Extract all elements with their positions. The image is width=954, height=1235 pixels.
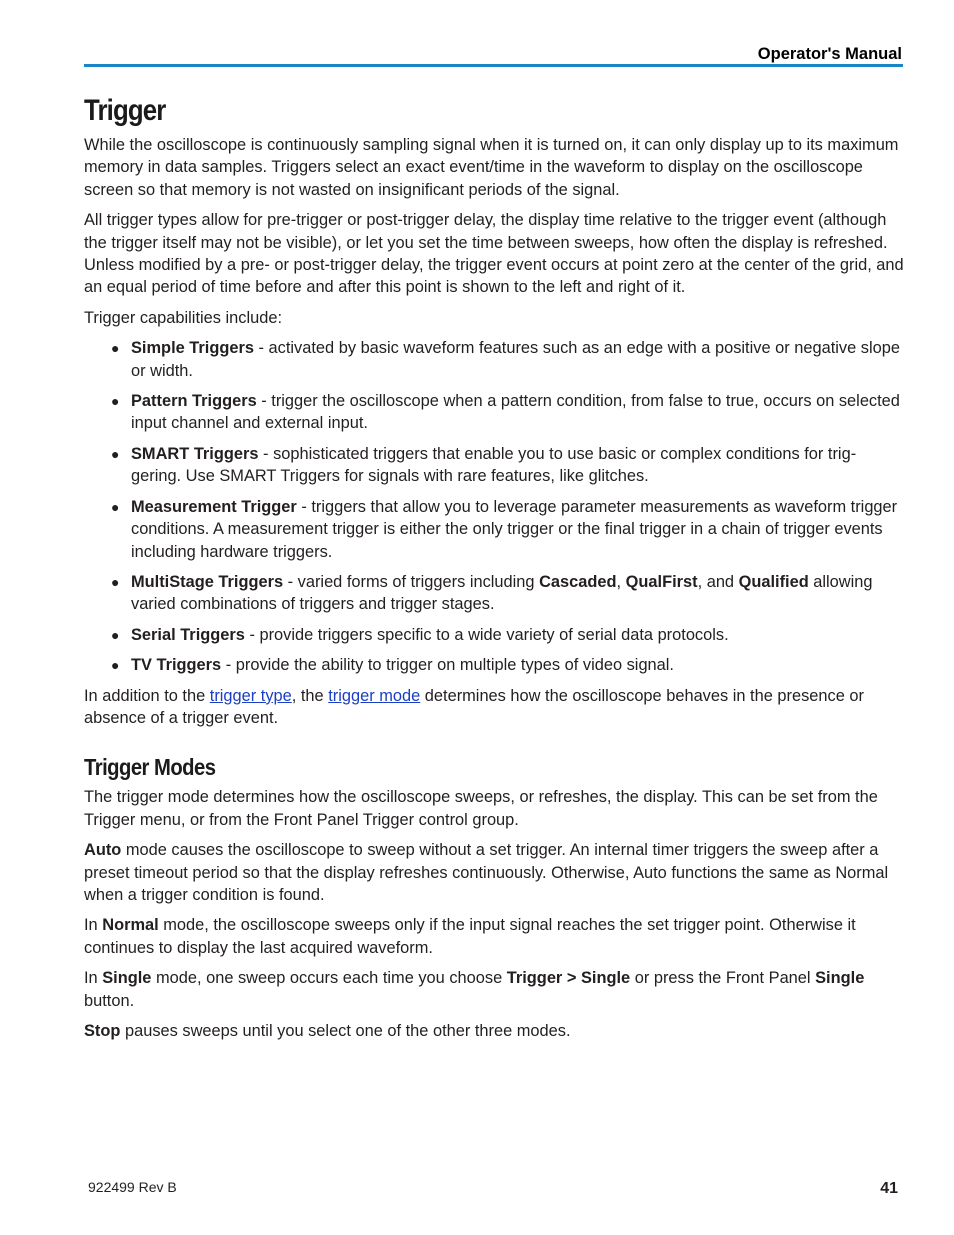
mode-term: Single <box>102 969 152 988</box>
page-number: 41 <box>880 1180 898 1197</box>
bullet-icon: ● <box>111 573 120 590</box>
list-item <box>111 496 904 563</box>
bullet-icon: ● <box>111 393 120 410</box>
list-item-text: , <box>616 572 626 591</box>
capabilities-list <box>84 337 904 676</box>
list-item-text: - provide triggers specific to a wide variety of serial data protocols. <box>244 625 729 644</box>
list-item-term: Cascaded <box>539 572 617 591</box>
list-item-term: Pattern Triggers <box>131 392 257 411</box>
header-rule <box>84 64 903 67</box>
auto-mode-paragraph <box>84 839 904 906</box>
list-item <box>111 571 904 616</box>
closing-paragraph <box>84 685 904 730</box>
list-item-text: - trigger the oscilloscope when a pattern condition, from false to true, occurs on selected input channel and external input. <box>131 392 900 433</box>
mode-text: button. <box>84 991 135 1010</box>
list-item-term: TV Triggers <box>131 656 222 675</box>
list-item-text: - provide the ability to trigger on multiple types of video signal. <box>221 656 674 675</box>
single-mode-paragraph <box>84 967 904 1012</box>
closing-text: , the <box>291 686 329 705</box>
list-item-term: Qualified <box>738 572 809 591</box>
list-item-term: SMART Triggers <box>131 444 259 463</box>
mode-text: In <box>84 969 103 988</box>
mode-text: In <box>84 916 103 935</box>
bullet-icon: ● <box>111 626 120 643</box>
mode-term: Stop <box>84 1022 121 1040</box>
list-item-text: allowing varied combinations of triggers and trigger stages. <box>131 572 873 614</box>
intro-paragraph-3: Trigger capabilities include: <box>84 308 282 327</box>
bullet-icon: ● <box>111 498 120 515</box>
doc-number: 922499 Rev B <box>88 1179 177 1195</box>
trigger-type-link[interactable]: trigger type <box>209 686 292 705</box>
intro-paragraph-1: While the oscilloscope is continuously sampling signal when it is turned on, it can only display up to its maximum memory in data samples. Triggers select an exact event/time in the waveform to display on the oscilloscope screen so that memory is not wasted on insignificant periods of the signal. <box>84 136 899 199</box>
modes-intro: The trigger mode determines how the oscilloscope sweeps, or refreshes, the display. This can be set from the Trigger menu, or from the Front Panel Trigger control group. <box>84 788 878 829</box>
stop-mode-paragraph <box>84 1020 904 1042</box>
list-item <box>111 337 904 382</box>
mode-term: Auto <box>84 841 122 860</box>
list-item-term: MultiStage Triggers <box>131 572 284 591</box>
mode-text: or press the Front Panel <box>630 969 816 988</box>
intro-paragraph-2: All trigger types allow for pre-trigger or post-trigger delay, the display time relative to the trigger event (although the trigger itself may not be visible), or let you set the time between sweeps, how often the display is refreshed. Unless modified by a pre- or post-trigger delay, the trigger event occurs at point zero at the center of the grid, and an equal period of time before and after this point is shown to the left and right of it. <box>84 211 904 297</box>
list-item-term: Serial Triggers <box>131 625 245 644</box>
list-item-term: QualFirst <box>625 572 698 591</box>
list-item <box>111 443 904 488</box>
list-item-term: Measurement Trigger <box>131 497 297 516</box>
bullet-icon: ● <box>111 340 120 357</box>
mode-text: mode, the oscilloscope sweeps only if the input signal reaches the set trigger point. Otherwise it continues to display the last acquired waveform. <box>84 916 856 957</box>
closing-text: In addition to the <box>84 686 210 705</box>
bullet-icon: ● <box>111 445 120 462</box>
section-title-trigger-modes: Trigger Modes <box>84 754 216 781</box>
list-item <box>111 654 904 676</box>
bullet-icon: ● <box>111 657 120 674</box>
list-item-term: Simple Triggers <box>131 339 254 358</box>
list-item-text: - varied forms of triggers including <box>283 572 540 591</box>
mode-text: mode, one sweep occurs each time you choose <box>151 969 507 988</box>
list-item-text: - activated by basic waveform features such as an edge with a positive or negative slope or width. <box>131 339 900 380</box>
list-item-text: - sophisticated triggers that enable you to use basic or complex conditions for trig- gering. Use SMART Triggers for signals with rare features, like glitches. <box>131 444 857 486</box>
list-item-text: - triggers that allow you to leverage parameter measurements as waveform trigger conditions. A measurement trigger is either the only trigger or the final trigger in a chain of trigger events including hardware triggers. <box>131 497 898 561</box>
page-title: Trigger <box>84 94 166 127</box>
header-title: Operator's Manual <box>757 45 902 63</box>
list-item <box>111 624 904 646</box>
page-content <box>84 90 904 1050</box>
panel-button-name: Single <box>815 969 865 988</box>
mode-text: mode causes the oscilloscope to sweep without a set trigger. An internal timer triggers the sweep after a preset timeout period so that the display refreshes continuously. Otherwise, Auto functions the same as Normal when a trigger condition is found. <box>84 841 889 904</box>
trigger-mode-link[interactable]: trigger mode <box>328 686 421 705</box>
menu-path: Trigger > Single <box>506 969 631 988</box>
normal-mode-paragraph <box>84 914 904 959</box>
closing-text: determines how the oscilloscope behaves in the presence or absence of a trigger event. <box>84 686 864 727</box>
mode-text: pauses sweeps until you select one of the other three modes. <box>120 1022 571 1040</box>
list-item-text: , and <box>697 572 739 591</box>
list-item <box>111 390 904 435</box>
mode-term: Normal <box>102 916 159 935</box>
